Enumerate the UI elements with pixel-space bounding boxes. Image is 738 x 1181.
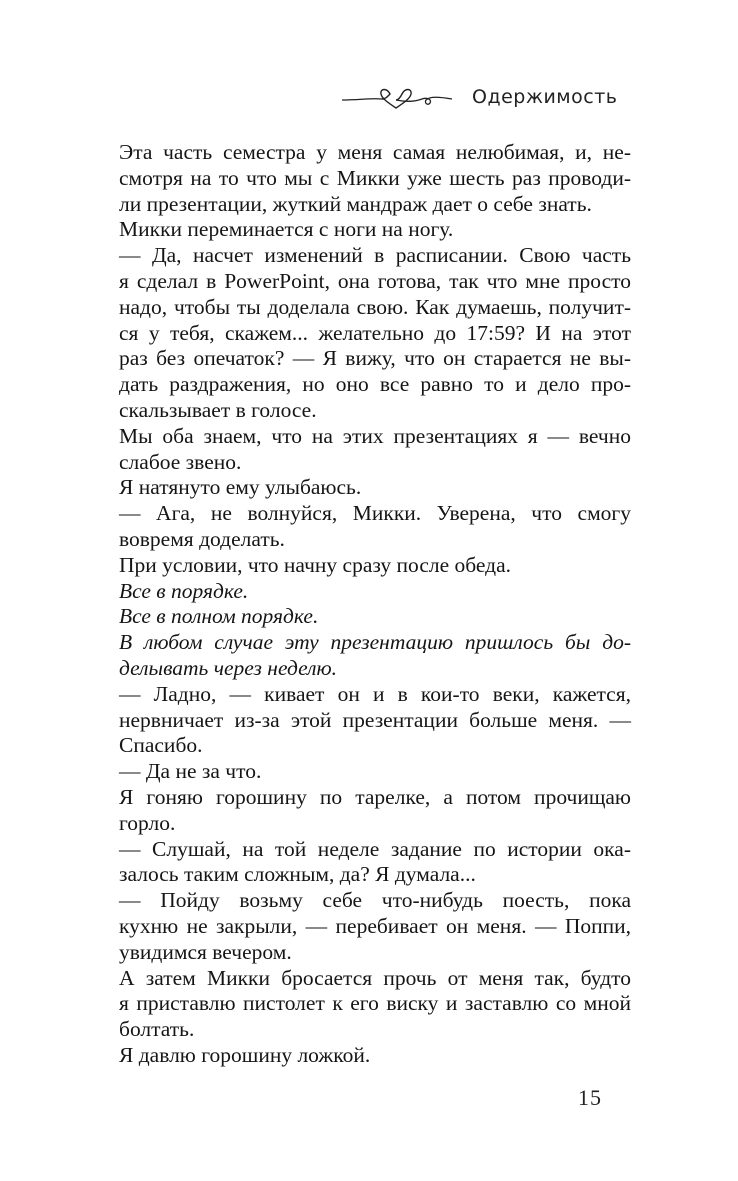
paragraph xyxy=(119,475,631,501)
paragraph xyxy=(119,424,631,476)
text-line: — Да не за что. xyxy=(119,759,262,784)
paragraph xyxy=(119,888,631,965)
paragraph xyxy=(119,785,631,837)
text-line: горло. xyxy=(119,810,176,835)
text-line: Эта часть семестра у меня самая нелюбимая, и, не- xyxy=(119,140,631,164)
text-line: болтать. xyxy=(119,1017,195,1042)
paragraph xyxy=(119,682,631,759)
text-line: слабое звено. xyxy=(119,449,242,474)
running-header xyxy=(340,78,640,114)
text-line: я сделал в PowerPoint, она готова, так что мне просто xyxy=(119,268,631,293)
body-text xyxy=(119,140,631,1069)
text-line: смотря на то что мы с Микки уже шесть раз проводи- xyxy=(119,165,631,190)
paragraph xyxy=(119,579,631,605)
paragraph xyxy=(119,604,631,630)
heart-flourish-icon xyxy=(340,78,460,114)
text-line: делывать через неделю. xyxy=(119,655,338,680)
text-line: — Пойду возьму себе что-нибудь поесть, пока xyxy=(119,888,631,913)
paragraph xyxy=(119,759,631,785)
text-line: вовремя доделать. xyxy=(119,526,285,551)
text-line: Все в порядке. xyxy=(119,578,249,603)
running-title: Одержимость xyxy=(472,86,618,108)
text-line: нервничает из-за этой презентации больше меня. — xyxy=(119,707,631,732)
page-number: 15 xyxy=(578,1085,602,1110)
paragraph xyxy=(119,140,631,217)
text-line: кухню не закрыли, — перебивает он меня. — Поппи, xyxy=(119,913,631,938)
text-line: — Слушай, на той неделе задание по истории ока- xyxy=(119,836,631,861)
text-line: Я гоняю горошину по тарелке, а потом прочищаю xyxy=(119,784,631,809)
text-line: Микки переминается с ноги на ногу. xyxy=(119,217,454,242)
paragraph xyxy=(119,217,631,243)
text-line: залось таким сложным, да? Я думала... xyxy=(119,862,476,887)
text-line: Спасибо. xyxy=(119,733,203,758)
text-line: я приставлю пистолет к его виску и заставлю со мной xyxy=(119,991,631,1016)
text-line: — Ага, не волнуйся, Микки. Уверена, что смогу xyxy=(119,501,631,526)
text-line: дать раздражения, но оно все равно то и дело про- xyxy=(119,372,631,397)
paragraph xyxy=(119,553,631,579)
text-line: Я давлю горошину ложкой. xyxy=(119,1042,371,1067)
text-line: — Ладно, — кивает он и в кои-то веки, кажется, xyxy=(119,681,631,706)
text-line: Я натянуто ему улыбаюсь. xyxy=(119,475,362,500)
paragraph xyxy=(119,501,631,553)
text-line: Мы оба знаем, что на этих презентациях я — вечно xyxy=(119,423,631,448)
text-line: В любом случае эту презентацию пришлось бы до- xyxy=(119,630,631,655)
text-line: скальзывает в голосе. xyxy=(119,397,317,422)
text-line: Все в полном порядке. xyxy=(119,604,319,629)
text-line: ся у тебя, скажем... желательно до 17:59? И на этот xyxy=(119,320,631,345)
text-line: раз без опечаток? — Я вижу, что он старается не вы- xyxy=(119,346,631,371)
text-line: А затем Микки бросается прочь от меня так, будто xyxy=(119,965,631,990)
text-line: увидимся вечером. xyxy=(119,939,292,964)
paragraph xyxy=(119,1043,631,1069)
paragraph xyxy=(119,630,631,682)
text-line: — Да, насчет изменений в расписании. Свою часть xyxy=(119,243,631,268)
text-line: надо, чтобы ты доделала свою. Как думаешь, получит- xyxy=(119,294,631,319)
paragraph xyxy=(119,837,631,889)
text-line: ли презентации, жуткий мандраж дает о себе знать. xyxy=(119,191,592,216)
paragraph xyxy=(119,966,631,1043)
text-line: При условии, что начну сразу после обеда. xyxy=(119,552,512,577)
paragraph xyxy=(119,243,631,424)
